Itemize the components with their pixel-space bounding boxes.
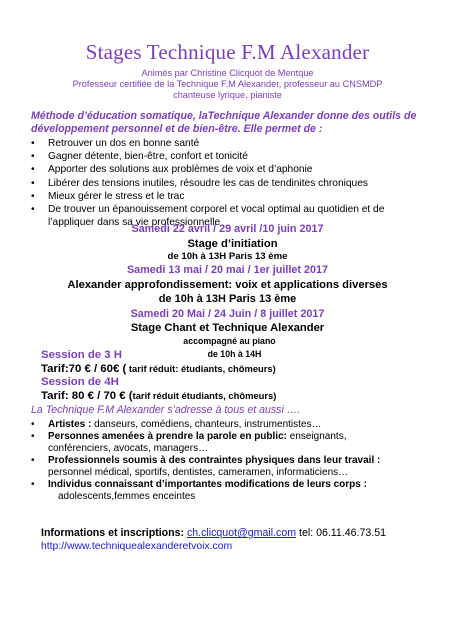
email-link[interactable]: ch.clicquot@gmail.com bbox=[186, 527, 297, 539]
subtitle-line: Professeur certifiée de la Technique F.M Alexander, professeur au CNSMDP bbox=[72, 79, 383, 90]
session-4h-label: Session de 4H bbox=[41, 376, 119, 388]
list-item: • Apporter des solutions aux problèmes de voix et d’aphonie bbox=[31, 163, 431, 176]
stage3-dates: Samedi 20 Mai / 24 Juin / 8 juillet 2017 bbox=[130, 308, 325, 320]
audience-continuation: adolescents,femmes enceintes bbox=[58, 491, 196, 502]
audience-continuation: conférenciers, avocats, managers… bbox=[48, 443, 209, 454]
tarif-4h-reduced: tarif réduit étudiants, chômeurs) bbox=[132, 390, 277, 401]
list-item: • Retrouver un dos en bonne santé bbox=[31, 137, 431, 150]
website-link[interactable]: http://www.techniquealexanderetvoix.com bbox=[41, 541, 233, 552]
stage1-dates: Samedi 22 avril / 29 avril /10 juin 2017 bbox=[131, 223, 324, 235]
audience-label: Professionnels soumis à des contraintes physiques dans leur travail : bbox=[48, 455, 381, 466]
session-3h-label: Session de 3 H bbox=[41, 349, 123, 361]
stage1-name: Stage d’initiation bbox=[187, 238, 278, 250]
list-item: • Libérer des tensions inutiles, résoudre les cas de tendinites chroniques bbox=[31, 177, 431, 190]
audience-label: Individus connaissant d’importantes modifications de leurs corps : bbox=[48, 479, 367, 490]
intro-paragraph: Méthode d’éducation somatique, laTechnique Alexander donne des outils de développement personnel et de bien-être. Elle permet de : bbox=[31, 110, 417, 135]
audience-item bbox=[31, 419, 431, 431]
audience-item bbox=[31, 479, 431, 491]
stage3-name: Stage Chant et Technique Alexander bbox=[130, 322, 325, 334]
stage3-note: accompagné au piano bbox=[183, 336, 276, 346]
tarif-3h-main: Tarif:70 € / 60€ ( bbox=[41, 363, 127, 375]
subtitle-line: Animés par Christine Clicquot de Mentque bbox=[141, 68, 314, 78]
stage1-time: de 10h à 13H Paris 13 ème bbox=[167, 251, 288, 262]
stage3-time: de 10h à 14H bbox=[207, 349, 262, 359]
audience-item bbox=[31, 455, 431, 467]
tarif-3h bbox=[41, 363, 276, 375]
tarif-3h-reduced: tarif réduit: étudiants, chômeurs) bbox=[126, 363, 276, 374]
subtitle-line: chanteuse lyrique, pianiste bbox=[173, 90, 282, 101]
stage2-name: Alexander approfondissement: voix et applications diverses bbox=[67, 279, 388, 291]
audience-text: enseignants, bbox=[286, 431, 347, 442]
list-item: • Gagner détente, bien-être, confort et tonicité bbox=[31, 150, 431, 163]
page-title: Stages Technique F.M Alexander bbox=[85, 40, 370, 64]
list-item: • Mieux gérer le stress et le trac bbox=[31, 190, 431, 203]
stage2-dates: Samedi 13 mai / 20 mai / 1er juillet 2017 bbox=[126, 264, 329, 276]
tarif-4h bbox=[41, 390, 276, 402]
stage2-time: de 10h à 13H Paris 13 ème bbox=[158, 293, 297, 305]
audience-item bbox=[31, 431, 431, 443]
audience-continuation: personnel médical, sportifs, dentistes, cameramen, informaticiens… bbox=[48, 467, 349, 478]
audience-heading: La Technique F.M Alexander s’adresse à tous et aussi …. bbox=[31, 404, 301, 416]
phone-text: tel: 06.11.46.73.51 bbox=[296, 527, 386, 539]
benefits-list bbox=[31, 137, 431, 229]
tarif-4h-main: Tarif: 80 € / 70 € ( bbox=[41, 390, 133, 402]
audience-text: danseurs, comédiens, chanteurs, instrumentistes… bbox=[91, 419, 322, 430]
audience-list bbox=[31, 419, 431, 503]
audience-label: Artistes : bbox=[48, 419, 92, 430]
contact-label: Informations et inscriptions: bbox=[41, 527, 185, 539]
list-item: • De trouver un épanouissement corporel et vocal optimal au quotidien et de l’appliquer dans sa vie professionnelle bbox=[31, 203, 431, 229]
contact-line bbox=[41, 527, 386, 539]
subtitle-block bbox=[0, 68, 455, 102]
audience-label: Personnes amenées à prendre la parole en public: bbox=[48, 431, 287, 442]
